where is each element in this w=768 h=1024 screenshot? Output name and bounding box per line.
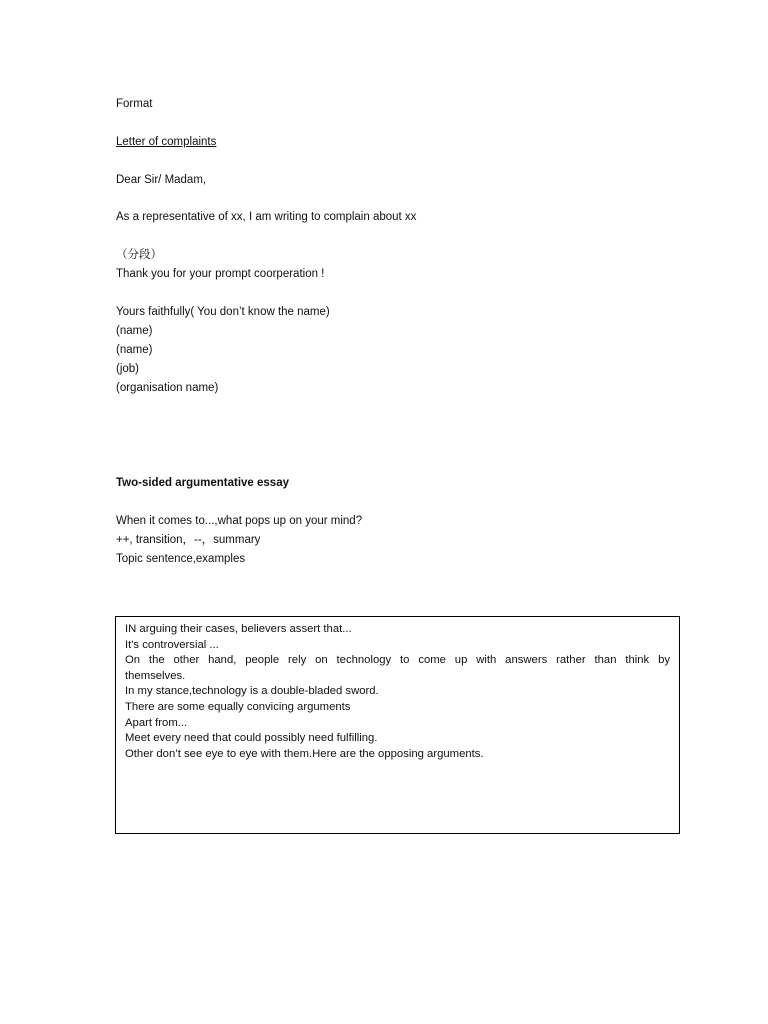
letter-closing-thanks: Thank you for your prompt coorperation ! <box>116 268 325 280</box>
essay-line-topic: Topic sentence,examples <box>116 553 246 565</box>
letter-signoff: Yours faithfully( You don’t know the name) <box>116 306 330 318</box>
letter-salutation: Dear Sir/ Madam, <box>116 174 207 186</box>
sign-line-name-1: (name) <box>116 325 153 337</box>
letter-opening: As a representative of xx, I am writing to complain about xx <box>116 211 417 223</box>
paragraph-note: （分段） <box>116 249 162 261</box>
format-label: Format <box>116 98 153 110</box>
phrase-line: Apart from... <box>125 716 188 729</box>
phrase-line: themselves. <box>125 669 186 682</box>
phrase-line: There are some equally convicing arguments <box>125 700 351 713</box>
sign-line-name-2: (name) <box>116 344 153 356</box>
sign-line-job: (job) <box>116 363 140 375</box>
letter-heading: Letter of complaints <box>116 136 217 148</box>
phrase-line: Other don’t see eye to eye with them.Here are the opposing arguments. <box>125 747 484 760</box>
essay-line-structure: ++, transition，--，summary <box>116 534 261 546</box>
phrase-line: Meet every need that could possibly need fulfilling. <box>125 732 378 745</box>
phrase-line: It's controversial ... <box>125 638 219 651</box>
sign-line-organisation: (organisation name) <box>116 382 219 394</box>
essay-heading: Two-sided argumentative essay <box>116 477 289 489</box>
phrase-line: On the other hand, people rely on technology to come up with answers rather than think by <box>125 654 670 667</box>
essay-line-question: When it comes to...,what pops up on your mind? <box>116 515 363 527</box>
phrase-line: In my stance,technology is a double-bladed sword. <box>125 685 379 698</box>
phrase-line: IN arguing their cases, believers assert that... <box>125 623 352 635</box>
phrase-box <box>115 616 680 834</box>
